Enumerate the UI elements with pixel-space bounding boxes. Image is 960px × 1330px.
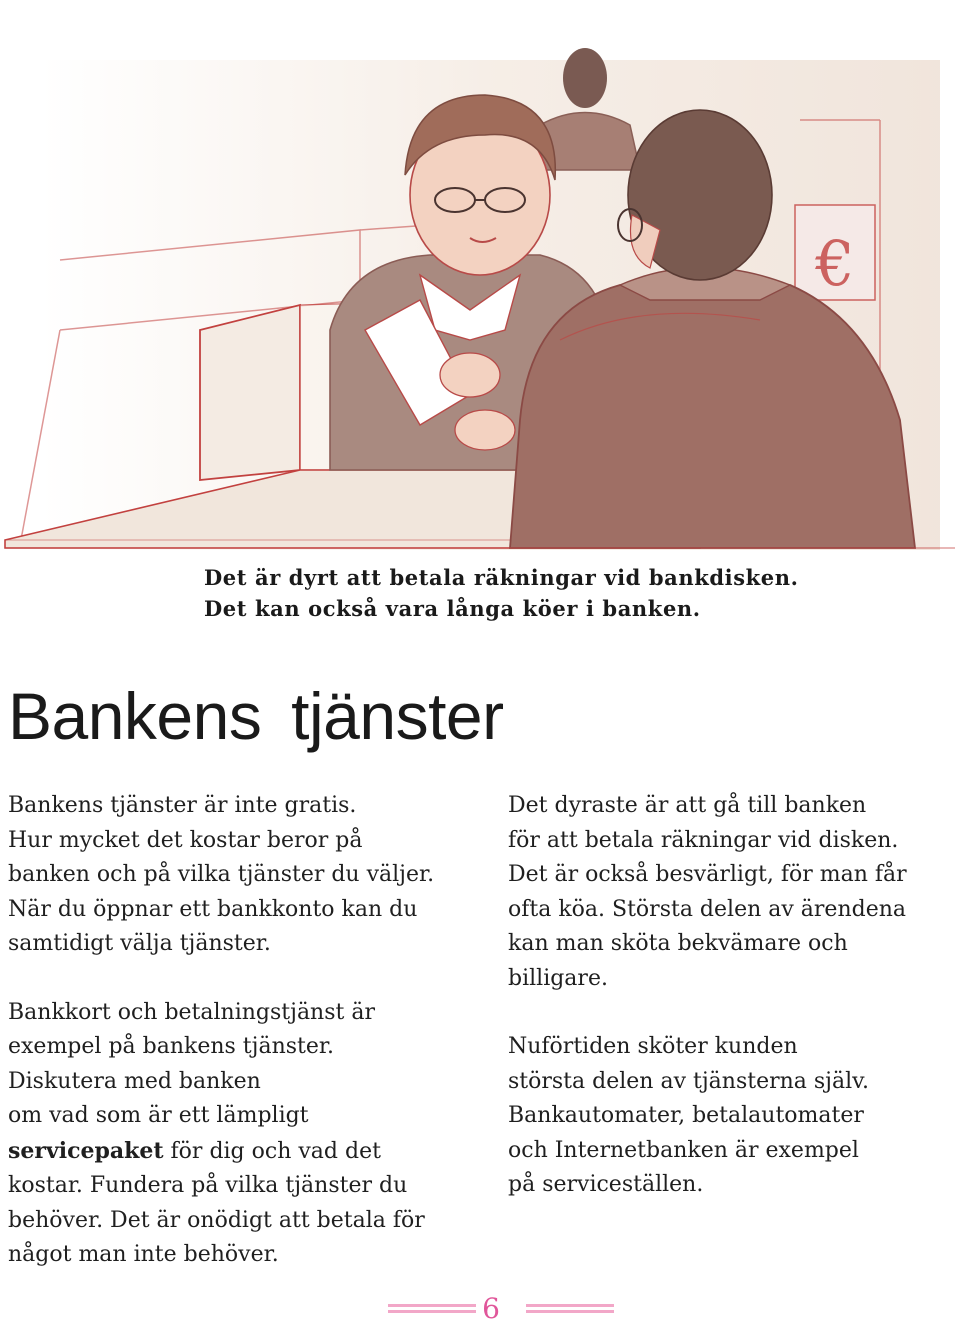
text-line: Nuförtiden sköter kunden (508, 1034, 798, 1059)
svg-text:€: € (815, 227, 855, 300)
text-line: för att betala räkningar vid disken. (508, 827, 899, 853)
right-column (508, 789, 948, 1203)
text-line (8, 1134, 483, 1170)
text-line: ofta köa. Största delen av ärendena (508, 896, 906, 922)
text-line: något man inte behöver. (8, 1242, 279, 1267)
page-number: 6 (482, 1292, 500, 1325)
text-line: Bankkort och betalningstjänst är (8, 999, 375, 1025)
text-line: Det är också besvärligt, för man får (508, 862, 907, 887)
text-line: När du öppnar ett bankkonto kan du (8, 896, 418, 922)
text-line: på serviceställen. (508, 1172, 704, 1197)
text-line: Bankens tjänster är inte gratis. (8, 793, 357, 818)
paragraph (508, 789, 948, 996)
caption-line: Det kan också vara långa köer i banken. (204, 596, 701, 621)
text-line: Det dyraste är att gå till banken (508, 793, 867, 818)
text-line: Bankautomater, betalautomater (508, 1103, 864, 1128)
text-line: behöver. Det är onödigt att betala för (8, 1207, 425, 1233)
page-footer (380, 1290, 600, 1330)
text-line: och Internetbanken är exempel (508, 1137, 859, 1163)
caption-line: Det är dyrt att betala räkningar vid bankdisken. (204, 565, 799, 590)
text-fragment: för dig och vad det (163, 1138, 381, 1164)
euro-poster (795, 205, 875, 300)
footer-rule-right (526, 1304, 614, 1314)
footer-rule-left (388, 1304, 476, 1314)
text-line: kostar. Fundera på vilka tjänster du (8, 1173, 408, 1198)
paragraph (508, 1030, 948, 1203)
text-line: största delen av tjänsterna själv. (508, 1068, 869, 1094)
paragraph (8, 789, 483, 962)
text-line: kan man sköta bekvämare och (508, 931, 848, 956)
text-line: Diskutera med banken (8, 1068, 261, 1094)
bold-term: servicepaket (8, 1137, 164, 1164)
text-line: samtidigt välja tjänster. (8, 931, 271, 956)
text-line: billigare. (508, 965, 608, 991)
illustration-caption (204, 562, 844, 624)
bank-counter-illustration (0, 0, 960, 550)
text-line: om vad som är ett lämpligt (8, 1103, 309, 1128)
left-column (8, 789, 483, 1273)
text-line: exempel på bankens tjänster. (8, 1034, 334, 1059)
page-title: Bankens tjänster (8, 679, 504, 753)
text-line: banken och på vilka tjänster du väljer. (8, 862, 435, 887)
paragraph (8, 996, 483, 1273)
text-line: Hur mycket det kostar beror på (8, 827, 363, 853)
